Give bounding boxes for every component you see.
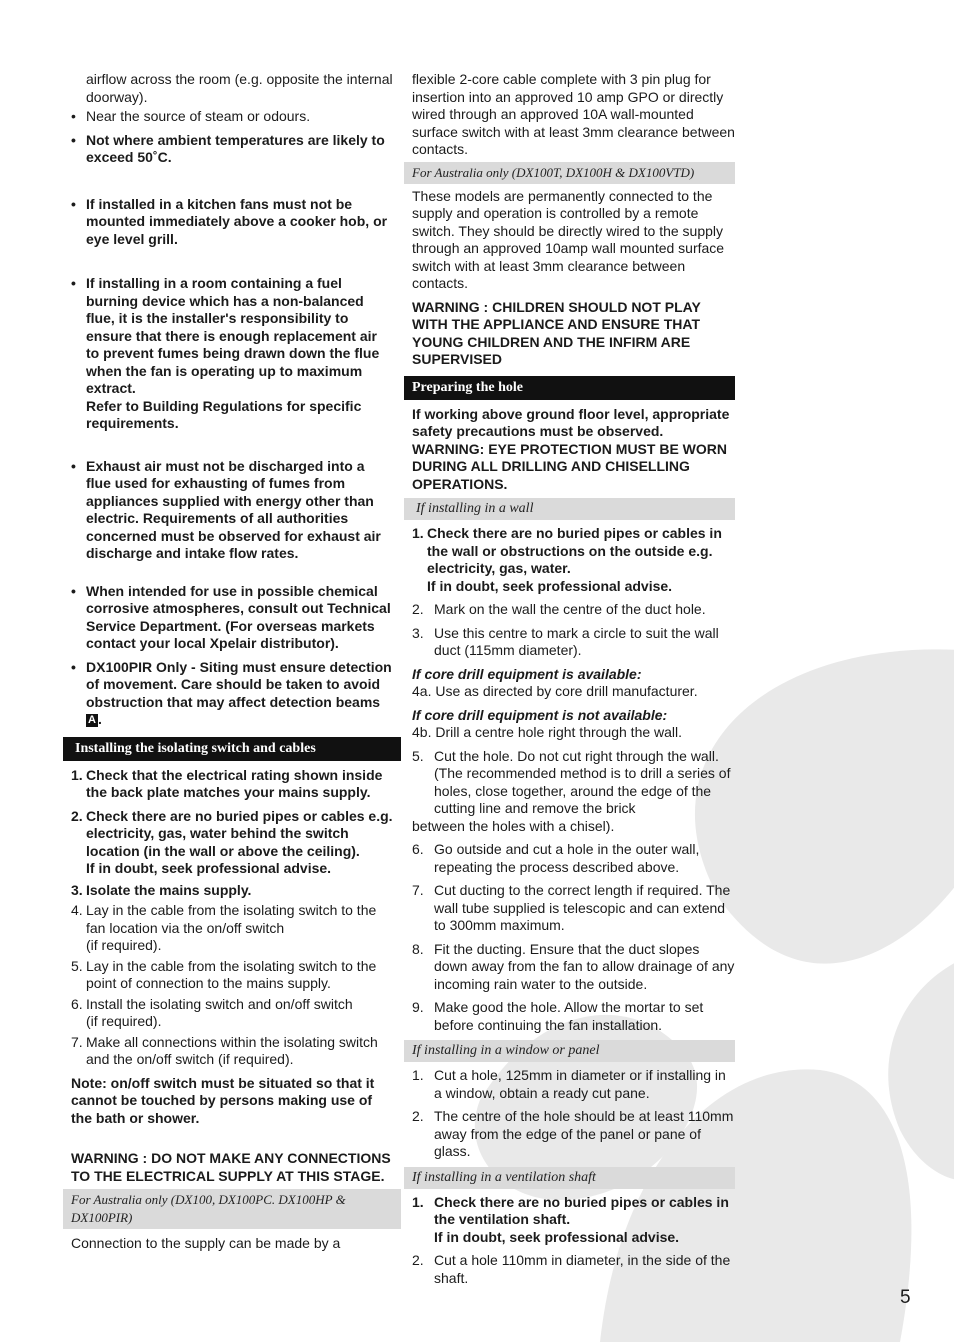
warning-no-connections: WARNING : DO NOT MAKE ANY CONNECTIONS TO THE ELECTRICAL SUPPLY AT THIS STAGE.: [71, 1150, 391, 1184]
building-regulations-text: Refer to Building Regulations for specific requirements.: [86, 397, 362, 431]
step-number: 3.: [412, 624, 424, 641]
wall-step-3: [412, 625, 735, 660]
wall-step-6: [412, 841, 735, 876]
wall-step-1: [412, 525, 735, 595]
step-text: Lay in the cable from the isolating switch to the fan location via the on/off switch: [86, 902, 377, 936]
step-number: 8.: [412, 940, 424, 957]
switch-step-5: [71, 958, 393, 993]
wall-step-2: [412, 601, 735, 619]
step-advise: If in doubt, seek professional advise.: [434, 1228, 680, 1245]
step-text: Install the isolating switch and on/off switch: [86, 995, 353, 1012]
step-number: 5.: [412, 747, 424, 764]
switch-step-6: [71, 996, 393, 1031]
australia-1-continued: flexible 2-core cable complete with 3 pin plug for insertion into an approved 10 amp GPO or directly wired through an approved 10A wall-mounted surface switch with at least 3mm clearance between contacts.: [412, 71, 735, 157]
window-step-2: [412, 1108, 735, 1161]
step-number: 1.: [71, 766, 83, 783]
shaft-step-1: [412, 1194, 735, 1247]
section-heading-australia-1: For Australia only (DX100, DX100PC. DX100HP & DX100PIR): [63, 1189, 401, 1229]
wall-step-5: [412, 748, 735, 818]
window-step-1: [412, 1067, 735, 1102]
bullet-temperature: • Not where ambient temperatures are likely to exceed 50˚C.: [71, 132, 393, 167]
right-body-2: [404, 188, 735, 369]
step-text: Mark on the wall the centre of the duct hole.: [434, 601, 706, 617]
switch-step-7: [71, 1034, 393, 1069]
switch-step-3: [71, 882, 393, 900]
bullet-corrosive: • When intended for use in possible chemical corrosive atmospheres, consult out Technical Service Department. (For overseas markets contact your local Xpelair distributor).: [71, 583, 393, 653]
wall-step-8: [412, 941, 735, 994]
step-optional: (if required).: [86, 1013, 162, 1029]
australia-2-text: These models are permanently connected to the supply and operation is controlled by a remote switch. They should be directly wired to the supply through an approved 10amp wall mounted surface switch with at least 3mm clearance between contacts.: [412, 187, 725, 291]
step-number: 1.: [412, 1067, 424, 1083]
step-number: 9.: [412, 999, 424, 1015]
pir-period: .: [97, 711, 102, 727]
step-text: Go outside and cut a hole in the outer wall, repeating the process described above.: [434, 841, 700, 875]
step-optional: (if required).: [86, 937, 162, 953]
step-text: Cut ducting to the correct length if required. The wall tube supplied is telescopic and can extend to 300mm maximum.: [434, 882, 731, 933]
pir-text: DX100PIR Only - Siting must ensure detection of movement. Care should be taken to avoid obstruction that may affect detection beams: [86, 658, 392, 710]
bullet-steam: • Near the source of steam or odours.: [71, 108, 393, 126]
right-body-window: [404, 1067, 735, 1161]
step-advise: If in doubt, seek professional advise.: [427, 577, 673, 594]
switch-step-2: [71, 808, 393, 878]
note-switch-position: Note: on/off switch must be situated so that it cannot be touched by persons making use of the bath or shower.: [71, 1074, 375, 1126]
switch-step-1: [71, 767, 393, 802]
step-text: Cut a hole 110mm in diameter, in the side of the shaft.: [434, 1252, 731, 1286]
step-number: 6.: [412, 841, 424, 857]
step-text: Cut the hole. Do not cut right through the wall. (The recommended method is to drill a series of holes, close together, around the edge of the cutting line and remove the brick: [434, 747, 731, 816]
step-number: 7.: [412, 882, 424, 898]
warning-eye-protection: WARNING: EYE PROTECTION MUST BE WORN DURING ALL DRILLING AND CHISELLING OPERATIONS.: [412, 440, 727, 492]
bullet-exhaust-air: • Exhaust air must not be discharged into a flue used for exhausting of fumes from appliances supplied with energy other than electric. Requirements of all authorities concerned must be observed for exhaust air discharge and intake flow rates.: [71, 458, 393, 563]
step-number: 2.: [412, 1108, 424, 1124]
step-text: Fit the ducting. Ensure that the duct slopes down away from the fan to allow drainage of any incoming rain water to the outside.: [434, 940, 735, 992]
step-number: 1.: [412, 1193, 424, 1210]
wall-step-7: [412, 882, 735, 935]
section-heading-australia-2: For Australia only (DX100T, DX100H & DX100VTD): [404, 162, 735, 184]
bullet-kitchen: • If installed in a kitchen fans must not be mounted immediately above a cooker hob, or eye level grill.: [71, 196, 393, 249]
step-text: Lay in the cable from the isolating switch to the point of connection to the mains supply.: [86, 957, 377, 991]
step-text: Make all connections within the isolating switch and the on/off switch (if required).: [86, 1033, 378, 1067]
right-body: [404, 71, 735, 159]
wall-step-5-continued: between the holes with a chisel).: [412, 817, 615, 834]
ground-floor-text: If working above ground floor level, appropriate safety precautions must be observed.: [412, 405, 730, 439]
bullet-continued: airflow across the room (e.g. opposite the internal doorway).: [86, 71, 393, 105]
step-text: Check there are no buried pipes or cables in the wall or obstructions on the outside e.g. electricity, gas, water.: [427, 525, 722, 576]
step-text: Make good the hole. Allow the mortar to set before continuing the fan installation.: [434, 999, 704, 1033]
step-number: 3.: [71, 881, 83, 898]
page-number: 5: [900, 1287, 911, 1308]
step-number: 4.: [71, 902, 83, 918]
figure-a-marker: A: [88, 714, 96, 726]
step-text: Isolate the mains supply.: [86, 881, 252, 898]
step-text: Check there are no buried pipes or cables in the ventilation shaft.: [434, 1193, 729, 1227]
shaft-step-2: [412, 1252, 735, 1287]
wall-step-4b: 4b. Drill a centre hole right through the wall.: [412, 724, 683, 740]
core-drill-available: If core drill equipment is available:: [412, 665, 642, 682]
section-heading-switch: Installing the isolating switch and cables: [63, 737, 401, 761]
section-heading-wall: If installing in a wall: [404, 498, 735, 520]
wall-step-4a: 4a. Use as directed by core drill manufacturer.: [412, 683, 698, 699]
step-number: 2.: [412, 1252, 424, 1268]
switch-step-4: [71, 902, 393, 955]
step-text: Check there are no buried pipes or cables e.g. electricity, gas, water behind the switch location (in the wall or above the ceiling).: [86, 807, 393, 859]
right-body-3: [404, 406, 735, 494]
step-number: 2.: [71, 807, 83, 824]
section-heading-window: If installing in a window or panel: [404, 1040, 735, 1062]
step-number: 6.: [71, 995, 83, 1012]
section-heading-shaft: If installing in a ventilation shaft: [404, 1167, 735, 1189]
right-column: [404, 71, 735, 1287]
core-drill-not-available: If core drill equipment is not available:: [412, 706, 668, 723]
wall-step-9: [412, 999, 735, 1034]
warning-children: WARNING : CHILDREN SHOULD NOT PLAY WITH THE APPLIANCE AND ENSURE THAT YOUNG CHILDREN AND THE INFIRM ARE SUPERVISED: [412, 298, 701, 367]
right-body-shaft: [404, 1194, 735, 1288]
step-advise: If in doubt, seek professional advise.: [86, 860, 332, 876]
step-number: 1.: [412, 525, 424, 541]
step-number: 7.: [71, 1033, 83, 1050]
right-body-wall: [404, 525, 735, 1034]
australia-1-text: Connection to the supply can be made by a: [71, 1235, 341, 1251]
step-number: 2.: [412, 601, 424, 617]
section-heading-preparing-hole: Preparing the hole: [404, 376, 735, 400]
step-number: 5.: [71, 957, 83, 974]
step-text: Check that the electrical rating shown inside the back plate matches your mains supply.: [86, 766, 383, 800]
fuel-device-text: • If installing in a room containing a fuel burning device which has a non-balanced flue, it is the installer's responsibility to ensure that there is enough replacement air to prevent fumes being drawn down the flue when the fan is operating up to maximum extract.: [86, 275, 380, 396]
step-text: Cut a hole, 125mm in diameter or if installing in a window, obtain a ready cut pane.: [434, 1067, 726, 1101]
bullet-fuel-device: [71, 275, 393, 433]
step-text: The centre of the hole should be at least 110mm away from the edge of the panel or pane of glass.: [434, 1108, 734, 1159]
step-text: Use this centre to mark a circle to suit the wall duct (115mm diameter).: [434, 624, 719, 658]
left-column: [71, 71, 393, 1253]
bullet-pir: [71, 659, 393, 729]
